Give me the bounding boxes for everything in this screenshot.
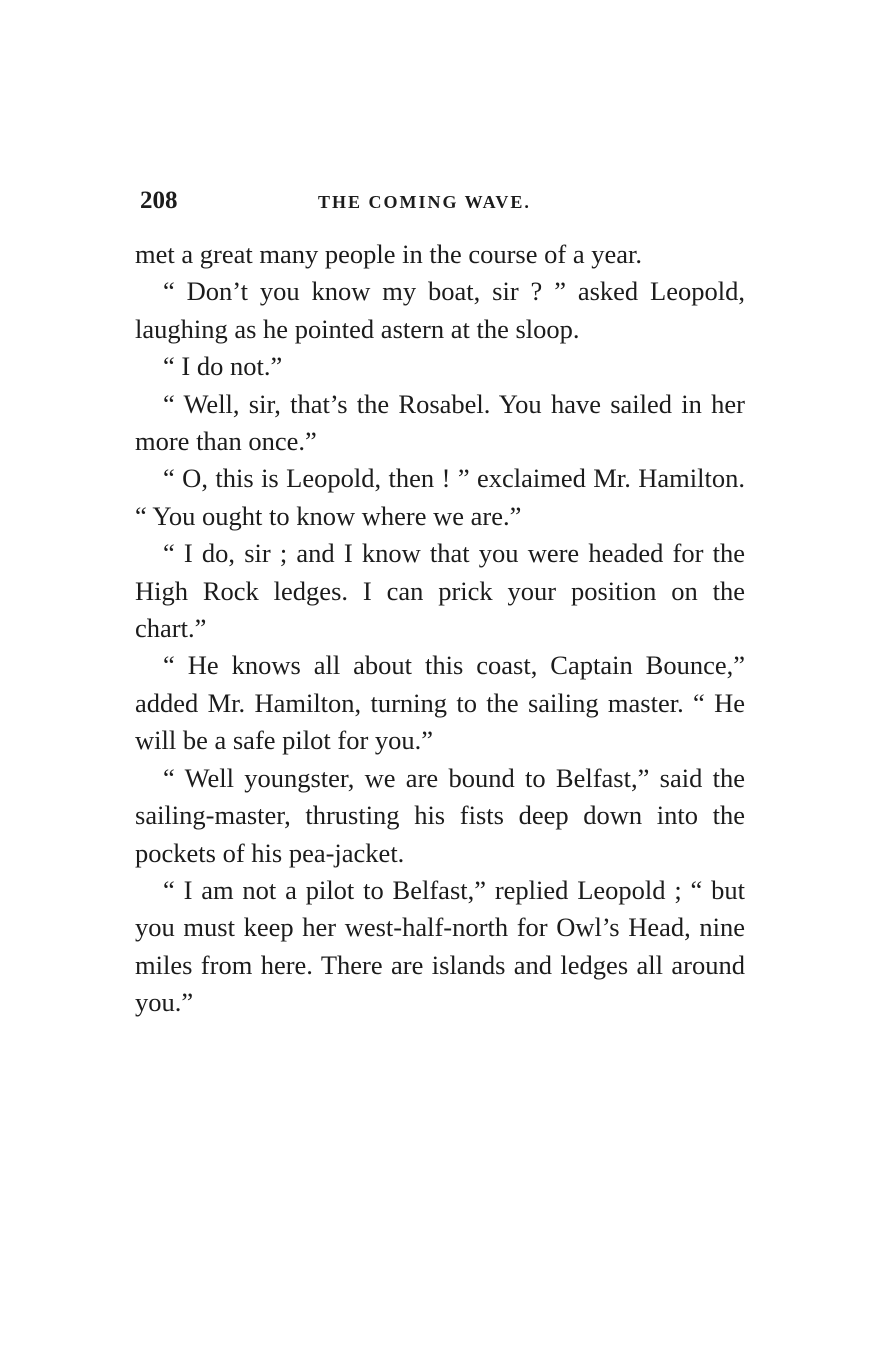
- body-text: [135, 236, 745, 1022]
- paragraph: “ O, this is Leopold, then ! ” exclaimed Mr. Hamilton. “ You ought to know where we are.”: [135, 463, 745, 531]
- running-title: THE COMING WAVE.: [318, 192, 531, 212]
- page-number: 208: [140, 187, 178, 214]
- paragraph: “ Don’t you know my boat, sir ? ” asked Leopold, laughing as he pointed astern at the sloop.: [135, 276, 745, 344]
- paragraph: “ Well, sir, that’s the Rosabel. You have sailed in her more than once.”: [135, 388, 745, 457]
- page-header: [140, 185, 745, 217]
- paragraph: “ I do not.”: [163, 351, 283, 382]
- paragraph-continued: met a great many people in the course of a year.: [135, 239, 642, 269]
- paragraph: “ I do, sir ; and I know that you were headed for the High Rock ledges. I can prick your position on the chart.”: [135, 538, 745, 644]
- paragraph: “ I am not a pilot to Belfast,” replied Leopold ; “ but you must keep her west-half-north for Owl’s Head, nine miles from here. There are islands and ledges all around you.”: [135, 874, 745, 1018]
- paragraph: “ Well youngster, we are bound to Belfast,” said the sailing-master, thrusting his fists deep down into the pockets of his pea-jacket.: [135, 762, 745, 868]
- paragraph: “ He knows all about this coast, Captain Bounce,” added Mr. Hamilton, turning to the sailing master. “ He will be a safe pilot for you.”: [135, 650, 745, 756]
